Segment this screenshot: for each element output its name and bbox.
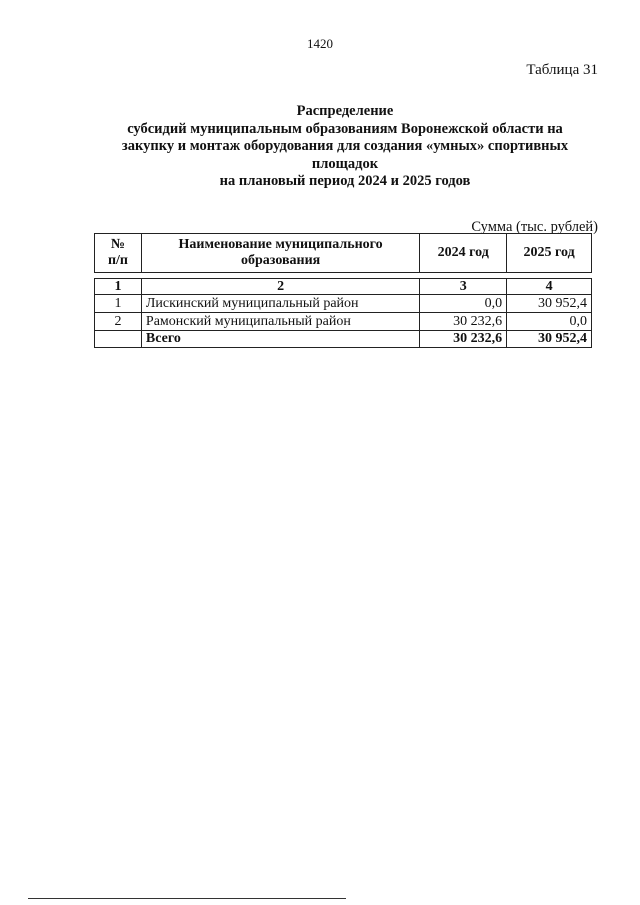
header-number-line1: № <box>110 237 125 252</box>
row-2025-value: 0,0 <box>507 313 592 331</box>
header-number-line2: п/п <box>107 253 128 268</box>
table-row <box>95 295 592 313</box>
row-name: Лискинский муниципальный район <box>141 295 419 313</box>
header-2024: 2024 год <box>420 234 507 273</box>
title-line: Распределение <box>296 103 394 119</box>
total-2025-value: 30 952,4 <box>507 331 592 348</box>
row-number: 1 <box>95 295 142 313</box>
footer-rule <box>28 898 346 899</box>
total-label: Всего <box>141 331 419 348</box>
row-2024-value: 30 232,6 <box>420 313 507 331</box>
column-numbers-row <box>95 279 592 295</box>
document-title <box>95 103 595 191</box>
title-line: площадок <box>311 155 379 172</box>
header-name-line1: Наименование муниципального <box>178 237 383 252</box>
table-row <box>95 313 592 331</box>
column-number: 4 <box>507 279 592 295</box>
row-2025-value: 30 952,4 <box>507 295 592 313</box>
title-line: закупку и монтаж оборудования для создания «умных» спортивных <box>121 138 569 154</box>
total-number-cell <box>95 331 142 348</box>
header-name-line2: образования <box>240 253 321 268</box>
table-header-row <box>95 234 592 273</box>
total-2024-value: 30 232,6 <box>420 331 507 348</box>
table-label: Таблица 31 <box>526 62 598 78</box>
units-label: Сумма (тыс. рублей) <box>471 219 598 235</box>
row-name: Рамонский муниципальный район <box>141 313 419 331</box>
header-name <box>141 234 419 273</box>
column-number: 2 <box>141 279 419 295</box>
column-number: 3 <box>420 279 507 295</box>
title-line: на плановый период 2024 и 2025 годов <box>219 173 471 189</box>
row-2024-value: 0,0 <box>420 295 507 313</box>
header-2025: 2025 год <box>507 234 592 273</box>
header-number <box>95 234 142 273</box>
row-number: 2 <box>95 313 142 331</box>
subsidy-table <box>94 233 592 348</box>
total-row <box>95 331 592 348</box>
title-line: субсидий муниципальным образованиям Воронежской области на <box>127 120 563 137</box>
column-number: 1 <box>95 279 142 295</box>
page-number: 1420 <box>307 36 333 51</box>
